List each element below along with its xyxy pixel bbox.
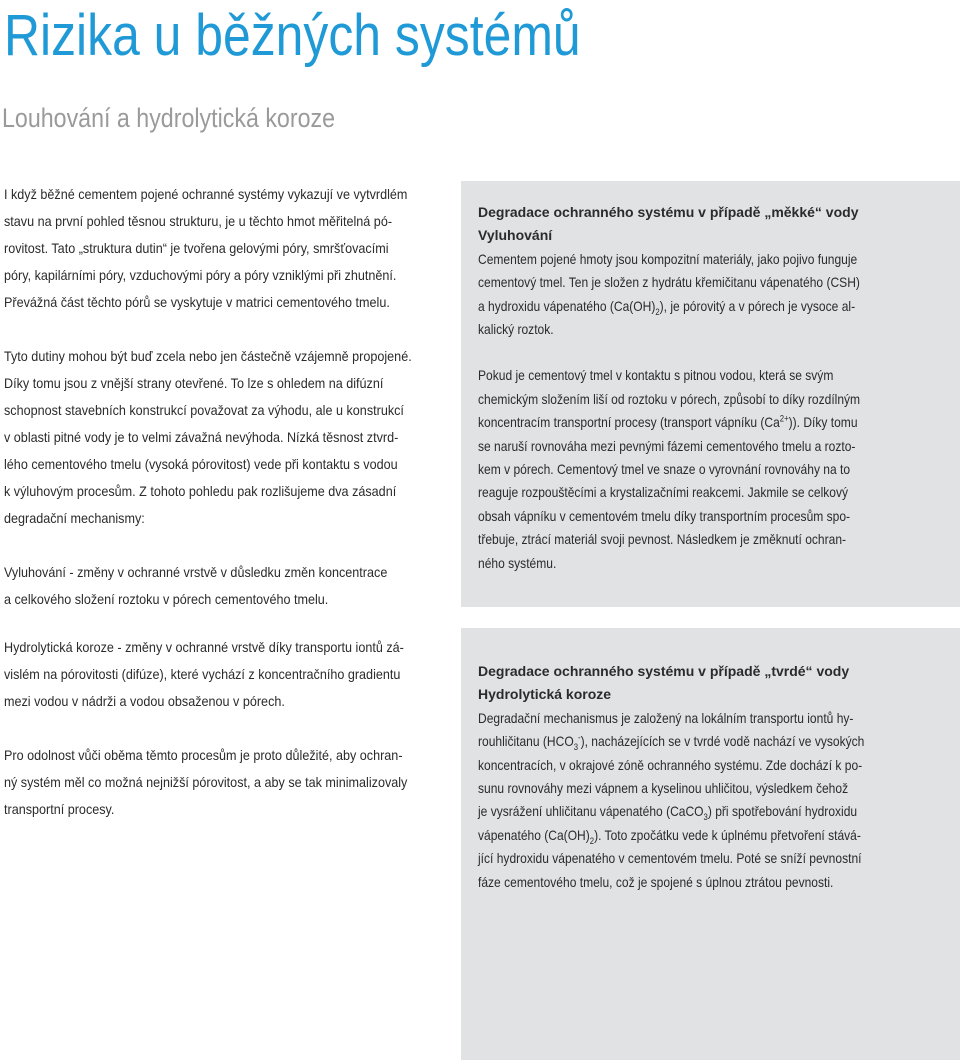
text-line: stavu na první pohled těsnou strukturu, je u těchto hmot měřitelná pó- <box>4 213 393 229</box>
text-line: koncentracích, v okrajové zóně ochranného systému. Zde dochází k po- <box>478 756 863 773</box>
box-paragraph <box>478 248 922 342</box>
text-line: kem v pórech. Cementový tmel ve snaze o vyrovnání rovnováhy na to <box>478 461 851 478</box>
text-line: sunu rovnováhy mezi vápnem a kyselinou uhličitou, výsledkem čehož <box>478 780 849 797</box>
text-line: obsah vápníku v cementovém tmelu díky transportním procesům spo- <box>478 507 851 524</box>
text-line: Pokud je cementový tmel v kontaktu s pitnou vodou, která se svým <box>478 367 834 384</box>
paragraph-intro <box>4 181 444 316</box>
box-subheading: Vyluhování <box>478 227 553 244</box>
text-line: Vyluhování - změny v ochranné vrstvě v důsledku změn koncentrace <box>4 564 388 580</box>
text-line: Převážná část těchto pórů se vyskytuje v matrici cementového tmelu. <box>4 294 390 310</box>
text-line: je vysrážení uhličitanu vápenatého (CaCO$_3$) při spotřebování hydroxidu <box>478 803 858 823</box>
box-paragraph <box>478 707 927 894</box>
text-line: transportní procesy. <box>4 801 115 817</box>
box-paragraph <box>478 364 922 575</box>
text-line: k výluhovým procesům. Z tohoto pohledu pak rozlišujeme dva zásadní <box>4 483 397 499</box>
text-line: vislém na pórovitosti (difúze), které vychází z koncentračního gradientu <box>4 666 401 682</box>
box-heading: Degradace ochranného systému v případě „tvrdé“ vody <box>478 663 850 679</box>
paragraph-dutiny <box>4 343 444 532</box>
text-line: póry, kapilárními póry, vzduchovými póry a póry vzniklými při zhutnění. <box>4 267 397 283</box>
text-line: degradační mechanismy: <box>4 510 145 526</box>
box-heading: Degradace ochranného systému v případě „měkké“ vody <box>478 204 859 220</box>
text-line: Hydrolytická koroze - změny v ochranné vrstvě díky transportu iontů zá- <box>4 639 404 655</box>
text-line: fáze cementového tmelu, což je spojené s úplnou ztrátou pevnosti. <box>478 873 834 890</box>
text-line: a celkového složení roztoku v pórech cementového tmelu. <box>4 591 329 607</box>
text-line: Cementem pojené hmoty jsou kompozitní materiály, jako pojivo funguje <box>478 250 858 267</box>
paragraph-vyluhovani <box>4 559 444 613</box>
text-line: schopnost stavebních konstrukcí považovat za výhodu, ale u konstrukcí <box>4 402 404 418</box>
text-line: rovitost. Tato „struktura dutin“ je tvořena gelovými póry, smršťovacími <box>4 240 389 256</box>
paragraph-hydrolyticka-koroze <box>4 634 444 715</box>
text-line: Degradační mechanismus je založený na lokálním transportu iontů hy- <box>478 709 854 726</box>
text-line: chemickým složením liší od roztoku v pórech, způsobí to díky rozdílným <box>478 390 861 407</box>
text-line: jící hydroxidu vápenatého v cementovém tmelu. Poté se sníží pevnostní <box>478 850 862 867</box>
text-line: ného systému. <box>478 554 557 571</box>
text-line: I když běžné cementem pojené ochranné systémy vykazují ve vytvrdlém <box>4 186 408 202</box>
text-line: lého cementového tmelu (vysoká pórovitost) vede při kontaktu s vodou <box>4 456 398 472</box>
text-line: cementový tmel. Ten je složen z hydrátu křemičitanu vápenatého (CSH) <box>478 274 860 291</box>
page-title: Rizika u běžných systémů <box>4 3 581 68</box>
left-column-bottom <box>4 634 444 823</box>
paragraph-odolnost <box>4 742 444 823</box>
text-line: vápenatého $(Ca(OH)_2)$. Toto zpočátku vede k úplnému přetvoření stává- <box>478 826 861 846</box>
info-box-hard-water <box>461 628 960 1060</box>
text-line: mezi vodou v nádrži a vodou obsaženou v pórech. <box>4 693 285 709</box>
info-box-soft-water <box>461 181 960 607</box>
text-line: kalický roztok. <box>478 321 554 338</box>
text-line: a hydroxidu vápenatého $(Ca(OH)_2)$, je pórovitý a v pórech je vysoce al- <box>478 297 856 317</box>
text-line: se naruší rovnováha mezi pevnými fázemi cementového tmelu a rozto- <box>478 437 856 454</box>
text-line: v oblasti pitné vody je to velmi závažná nevýhoda. Nízká těsnost ztvrd- <box>4 429 399 445</box>
text-line: rouhličitanu $(HCO_3^-)$, nacházejících se v tvrdé vodě nachází ve vysokých <box>478 732 865 753</box>
page-subtitle: Louhování a hydrolytická koroze <box>2 103 336 133</box>
text-line: Pro odolnost vůči oběma těmto procesům je proto důležité, aby ochran- <box>4 747 403 763</box>
text-line: reaguje rozpouštěcími a krystalizačními reakcemi. Jakmile se celkový <box>478 484 849 501</box>
left-column-top <box>4 181 444 613</box>
box-subheading: Hydrolytická koroze <box>478 686 612 703</box>
text-line: Díky tomu jsou z vnější strany otevřené. To lze s ohledem na difúzní <box>4 375 384 391</box>
text-line: ný systém měl co možná nejnižší pórovitost, a aby se tak minimalizovaly <box>4 774 408 790</box>
text-line: třebuje, ztrácí materiál svoji pevnost. Následkem je změknutí ochran- <box>478 531 847 548</box>
text-line: koncentracím transportní procesy (transport vápníku $(Ca^{2+})$). Díky tomu <box>478 413 858 431</box>
text-line: Tyto dutiny mohou být buď zcela nebo jen částečně vzájemně propojené. <box>4 348 412 364</box>
